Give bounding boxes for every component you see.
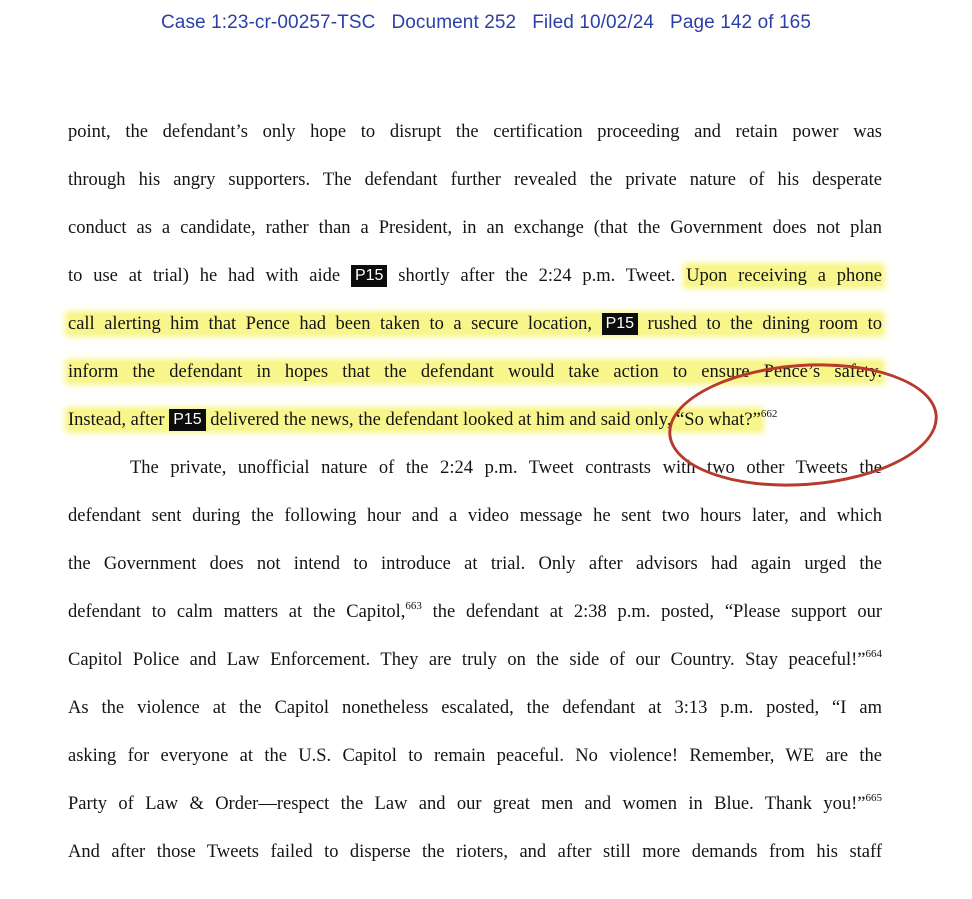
redaction-box: P15	[602, 313, 638, 335]
footnote-ref: 664	[865, 648, 882, 660]
body-line: defendant sent during the following hour and a video message he sent two hours later, and which	[68, 506, 882, 526]
case-header	[0, 12, 972, 34]
footnote-ref: 662	[760, 408, 778, 420]
body-line: asking for everyone at the U.S. Capitol to remain peaceful. No violence! Remember, WE are the	[68, 746, 882, 766]
text-segment: Party of Law & Order—respect the Law and our great men and women in Blue. Thank you!”	[68, 794, 866, 814]
body-line	[68, 263, 882, 289]
document-number: Document 252	[391, 12, 517, 33]
page-number: Page 142 of 165	[670, 12, 812, 33]
footnote-ref: 663	[405, 600, 422, 612]
text-segment: Capitol Police and Law Enforcement. They are truly on the side of our Country. Stay peaceful!”	[68, 650, 866, 670]
highlighted-text	[68, 410, 761, 430]
footnote-ref: 665	[865, 792, 882, 804]
body-line	[68, 599, 882, 625]
highlighted-text: inform the defendant in hopes that the defendant would take action to ensure Pence’s safety.	[68, 362, 882, 382]
body-line: point, the defendant’s only hope to disrupt the certification proceeding and retain power was	[68, 122, 882, 142]
text-segment: the defendant at 2:38 p.m. posted, “Please support our	[432, 602, 882, 622]
filed-date: Filed 10/02/24	[532, 12, 655, 33]
body-line: And after those Tweets failed to disperse the rioters, and after still more demands from his staff	[68, 842, 882, 862]
body-line: through his angry supporters. The defendant further revealed the private nature of his desperate	[68, 170, 882, 190]
body-line	[68, 647, 882, 673]
body-line: The private, unofficial nature of the 2:24 p.m. Tweet contrasts with two other Tweets the	[130, 458, 882, 478]
redaction-box: P15	[169, 409, 205, 431]
redaction-box: P15	[351, 265, 387, 287]
text-segment: defendant to calm matters at the Capitol,	[68, 602, 406, 622]
highlighted-text	[68, 314, 882, 334]
body-line: the Government does not intend to introduce at trial. Only after advisors had again urged the	[68, 554, 882, 574]
text-segment: to use at trial) he had with aide	[68, 266, 341, 286]
body-line: As the violence at the Capitol nonetheless escalated, the defendant at 3:13 p.m. posted, “I am	[68, 698, 882, 718]
text-segment: call alerting him that Pence had been taken to a secure location,	[68, 314, 593, 334]
body-line	[68, 311, 882, 337]
text-segment: delivered the news, the defendant looked at him and said only, “So what?”	[210, 410, 761, 430]
text-segment: rushed to the dining room to	[647, 314, 883, 334]
case-number: Case 1:23-cr-00257-TSC	[160, 12, 376, 33]
text-segment: shortly after the 2:24 p.m. Tweet.	[398, 266, 676, 286]
body-line	[68, 791, 882, 817]
body-line: conduct as a candidate, rather than a President, in an exchange (that the Government does not plan	[68, 218, 882, 238]
text-segment: Instead, after	[68, 410, 165, 430]
highlighted-text: Upon receiving a phone	[686, 266, 883, 286]
